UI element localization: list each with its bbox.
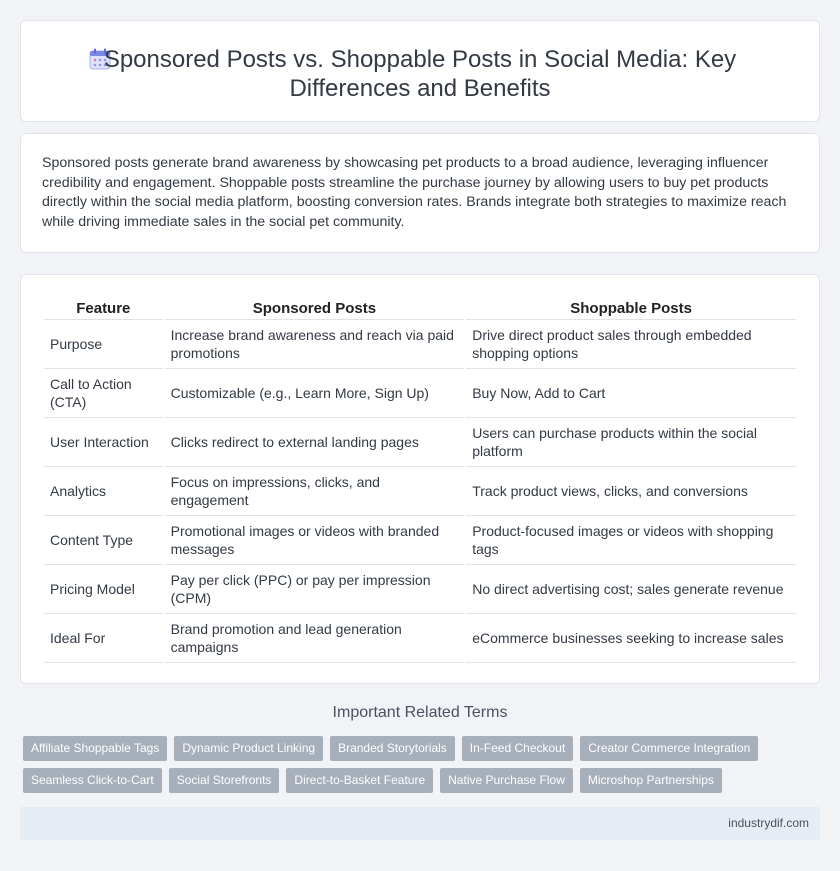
- header-feature: Feature: [44, 297, 163, 320]
- row-feature: Pricing Model: [44, 565, 163, 614]
- related-tag[interactable]: Direct-to-Basket Feature: [286, 768, 433, 793]
- page-title: [21, 45, 819, 103]
- related-tag[interactable]: Social Storefronts: [169, 768, 280, 793]
- row-shoppable: eCommerce businesses seeking to increase sales: [466, 614, 796, 663]
- table-row: [44, 614, 796, 663]
- comparison-table: [42, 297, 798, 663]
- intro-paragraph: Sponsored posts generate brand awareness by showcasing pet products to a broad audience, leveraging influencer credibility and engagement. Shoppable posts streamline the purchase journey by allowing users to buy pet products directly within the social media platform, boosting conversion rates. Brands integrate both strategies to maximize reach while driving immediate sales in the social pet community.: [42, 155, 787, 230]
- row-shoppable: No direct advertising cost; sales generate revenue: [466, 565, 796, 614]
- related-tag[interactable]: Creator Commerce Integration: [580, 736, 758, 761]
- table-row: [44, 565, 796, 614]
- row-shoppable: Users can purchase products within the social platform: [466, 418, 796, 467]
- row-shoppable: Track product views, clicks, and conversions: [466, 467, 796, 516]
- row-feature: User Interaction: [44, 418, 163, 467]
- related-tag[interactable]: In-Feed Checkout: [462, 736, 573, 761]
- header-sponsored: Sponsored Posts: [165, 297, 465, 320]
- table-header-row: [44, 297, 796, 320]
- row-feature: Content Type: [44, 516, 163, 565]
- row-sponsored: Brand promotion and lead generation campaigns: [165, 614, 465, 663]
- row-shoppable: Product-focused images or videos with shopping tags: [466, 516, 796, 565]
- related-tag[interactable]: Affiliate Shoppable Tags: [23, 736, 167, 761]
- row-feature: Ideal For: [44, 614, 163, 663]
- row-sponsored: Focus on impressions, clicks, and engagement: [165, 467, 465, 516]
- row-sponsored: Clicks redirect to external landing pages: [165, 418, 465, 467]
- related-terms-title: Important Related Terms: [332, 704, 508, 721]
- header-shoppable: Shoppable Posts: [466, 297, 796, 320]
- title-card: [20, 20, 820, 122]
- row-feature: Analytics: [44, 467, 163, 516]
- row-sponsored: Customizable (e.g., Learn More, Sign Up): [165, 369, 465, 418]
- table-row: [44, 418, 796, 467]
- table-row: [44, 369, 796, 418]
- related-tag[interactable]: Seamless Click-to-Cart: [23, 768, 162, 793]
- row-sponsored: Promotional images or videos with branded messages: [165, 516, 465, 565]
- related-terms-row-2: [23, 768, 722, 793]
- related-tag[interactable]: Microshop Partnerships: [580, 768, 722, 793]
- table-row: [44, 516, 796, 565]
- comparison-card: [20, 274, 820, 684]
- row-shoppable: Drive direct product sales through embedded shopping options: [466, 320, 796, 369]
- related-tag[interactable]: Native Purchase Flow: [440, 768, 573, 793]
- row-feature: Call to Action (CTA): [44, 369, 163, 418]
- related-terms-row-1: [23, 736, 758, 761]
- row-shoppable: Buy Now, Add to Cart: [466, 369, 796, 418]
- intro-card: [20, 133, 820, 253]
- row-sponsored: Increase brand awareness and reach via paid promotions: [165, 320, 465, 369]
- footer: [20, 807, 820, 840]
- table-row: [44, 467, 796, 516]
- page-title-line-2: Differences and Benefits: [289, 75, 551, 102]
- footer-site[interactable]: industrydif.com: [728, 816, 809, 830]
- related-tag[interactable]: Branded Storytorials: [330, 736, 455, 761]
- table-row: [44, 320, 796, 369]
- related-tag[interactable]: Dynamic Product Linking: [174, 736, 323, 761]
- page-title-line-1: Sponsored Posts vs. Shoppable Posts in Social Media: Key: [103, 46, 737, 73]
- row-sponsored: Pay per click (PPC) or pay per impression (CPM): [165, 565, 465, 614]
- row-feature: Purpose: [44, 320, 163, 369]
